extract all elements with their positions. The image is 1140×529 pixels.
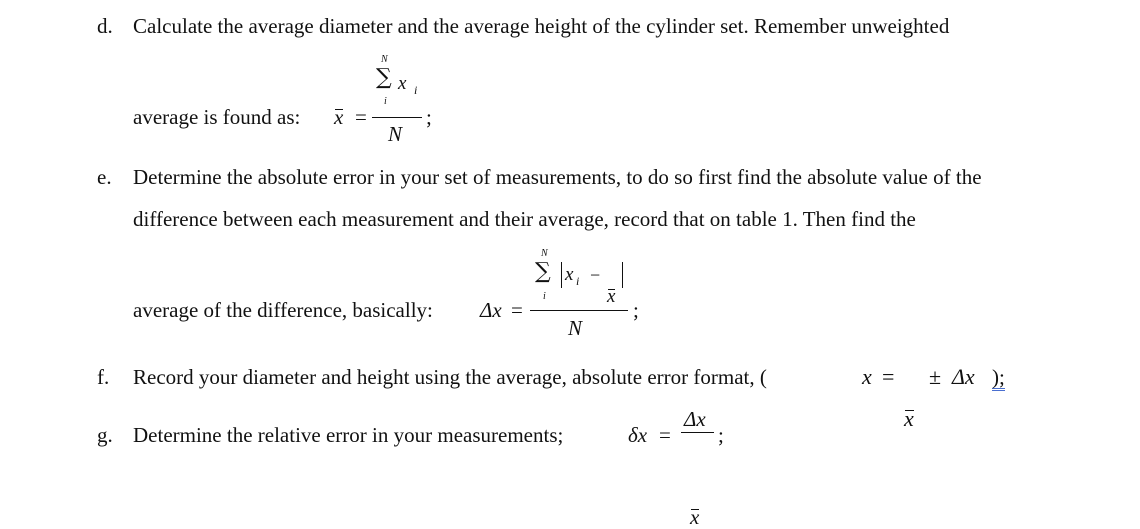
relative-error-formula-lhs: δx [628,423,648,447]
item-d-text-line1: Calculate the average diameter and the average height of the cylinder set. Remember unweighted [133,14,950,38]
relative-error-formula-numerator: Δx [684,407,706,431]
average-formula-summand-sub: i [414,83,418,97]
absolute-error-formula-end: ; [633,298,639,322]
average-formula-sum-top: N [381,54,388,65]
result-format-formula-avg: x [904,406,914,431]
absolute-error-formula-summand-var: x [565,264,574,285]
item-d-marker: d. [97,14,113,38]
item-g-text: Determine the relative error in your measurements; [133,423,564,447]
item-g-marker: g. [97,423,113,447]
item-f-text: Record your diameter and height using the average, absolute error format, ( [133,365,767,389]
item-e-text-line3: average of the difference, basically: [133,298,433,322]
average-formula-equals: = [355,105,367,129]
relative-error-formula-end: ; [718,423,724,447]
item-e-text-line2: difference between each measurement and their average, record that on table 1. Then find the [133,207,916,231]
item-e-text-line1: Determine the absolute error in your set of measurements, to do so first find the absolute value of the [133,165,982,189]
item-d-text-line2: average is found as: [133,105,301,129]
absolute-error-formula-minus: − [590,265,601,285]
relative-error-formula-denominator: x [690,505,700,529]
average-formula-fraction-bar [372,117,422,118]
absolute-error-formula-sigma: ∑ [535,259,551,284]
abs-bar-left [561,262,562,288]
item-d [0,0,1140,146]
result-format-formula-close: ); [992,365,1005,389]
absolute-error-formula-avg: x [607,286,616,307]
absolute-error-formula-sum-top: N [541,248,548,259]
item-f-marker: f. [97,365,110,389]
absolute-error-formula-sum-bottom: i [543,291,546,302]
result-format-formula-equals: = [882,364,895,389]
average-formula-denominator: N [388,122,403,146]
relative-error-formula-fraction-bar [681,432,714,433]
average-formula-sigma: ∑ [376,65,392,90]
item-e-marker: e. [97,165,112,189]
abs-bar-right [622,262,623,288]
absolute-error-formula-summand-sub: i [576,274,580,288]
result-format-formula-delta: Δx [952,364,975,389]
average-formula-end: ; [426,105,432,129]
average-formula-lhs: x [334,105,344,129]
result-format-formula-lhs: x [862,364,872,389]
absolute-error-formula-denominator: N [568,316,583,340]
result-format-formula-pm: ± [929,364,942,389]
absolute-error-formula-equals: = [511,298,523,322]
average-formula-sum-bottom: i [384,96,387,107]
relative-error-formula-equals: = [659,423,671,447]
absolute-error-formula-fraction-bar [530,310,628,311]
absolute-error-formula-lhs: Δx [480,298,502,322]
average-formula-summand: x [398,73,407,94]
